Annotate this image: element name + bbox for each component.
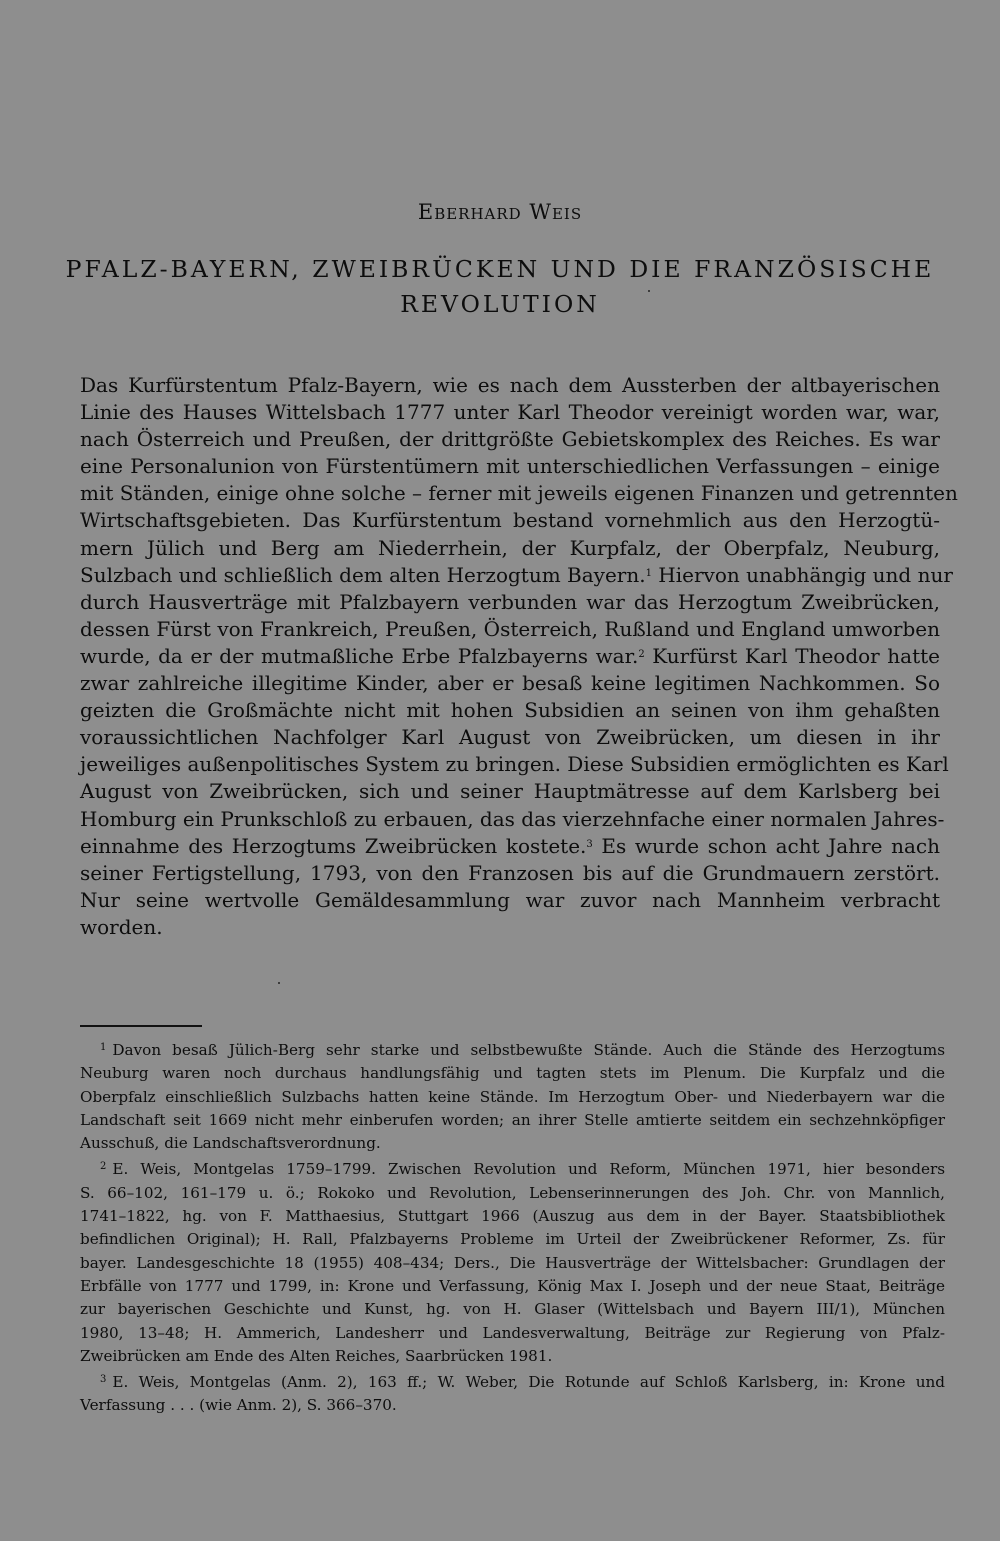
body-line: worden. (80, 914, 163, 939)
footnote-separator (80, 1025, 202, 1027)
body-line: Das Kurfürstentum Pfalz-Bayern, wie es nach dem Aussterben der altbayerischen (80, 373, 940, 397)
body-line: dessen Fürst von Frankreich, Preußen, Österreich, Rußland und England umworben (80, 616, 940, 641)
body-line: Linie des Hauses Wittelsbach 1777 unter Karl Theodor vereinigt worden war, war, (80, 400, 940, 425)
footnote-mark: 2 (100, 1161, 107, 1173)
footnote-mark: 3 (100, 1374, 107, 1386)
body-line: Homburg ein Prunkschloß zu erbauen, das das vierzehnfache einer normalen Jahres- (80, 806, 945, 831)
body-line-text: einnahme des Herzogtums Zweibrücken kostete. (80, 833, 587, 858)
footnote-ref-1: 1 (645, 567, 652, 579)
body-line (80, 562, 953, 589)
title-line-2: REVOLUTION (400, 290, 600, 318)
footnote-line: S. 66–102, 161–179 u. ö.; Rokoko und Revolution, Lebenserinnerungen des Joh. Chr. von Mannlich, (80, 1183, 945, 1202)
body-line (80, 833, 940, 860)
body-line: Wirtschaftsgebieten. Das Kurfürstentum bestand vornehmlich aus den Herzogtü- (80, 508, 940, 533)
footnote-line: 1980, 13–48; H. Ammerich, Landesherr und Landesverwaltung, Beiträge zur Regierung von Pfalz- (80, 1323, 945, 1342)
footnote-line: befindlichen Original); H. Rall, Pfalzbayerns Probleme im Urteil der Zweibrückener Reformer, Zs. für (80, 1230, 945, 1249)
footnote-line: Ausschuß, die Landschaftsverordnung. (80, 1134, 381, 1153)
footnote-line-text: E. Weis, Montgelas (Anm. 2), 163 ff.; W. Weber, Die Rotunde auf Schloß Karlsberg, in: Krone und (112, 1373, 945, 1392)
footnote-line: bayer. Landesgeschichte 18 (1955) 408–434; Ders., Die Hausverträge der Wittelsbacher: Grundlagen der (80, 1253, 945, 1272)
footnote-line: Oberpfalz einschließlich Sulzbachs hatten keine Stände. Im Herzogtum Ober- und Niederbayern war die (80, 1087, 945, 1106)
body-line: zwar zahlreiche illegitime Kinder, aber er besaß keine legitimen Nachkommen. So (80, 671, 940, 696)
body-line: nach Österreich und Preußen, der drittgrößte Gebietskomplex des Reiches. Es war (80, 427, 940, 452)
footnote-mark: 1 (100, 1042, 107, 1053)
body-line (80, 643, 940, 670)
scan-speck (278, 982, 280, 984)
footnote-line: Erbfälle von 1777 und 1799, in: Krone und Verfassung, König Max I. Joseph und der neue Staat, Beiträge (80, 1276, 945, 1295)
body-line-text: Hiervon unabhängig und nur (651, 562, 953, 587)
body-line: mit Ständen, einige ohne solche – ferner mit jeweils eigenen Finanzen und getrennten (80, 481, 958, 506)
body-line-text: Sulzbach und schließlich dem alten Herzogtum Bayern. (80, 562, 646, 587)
footnotes (80, 1036, 945, 1418)
footnote-2 (80, 1155, 945, 1368)
body-line-text: wurde, da er der mutmaßliche Erbe Pfalzbayerns war. (80, 643, 639, 668)
title-line-1: PFALZ-BAYERN, ZWEIBRÜCKEN UND DIE FRANZÖSISCHE (65, 255, 935, 283)
body-line: durch Hausverträge mit Pfalzbayern verbunden war das Herzogtum Zweibrücken, (80, 589, 940, 614)
body-line: geizten die Großmächte nicht mit hohen Subsidien an seinen von ihm gehaßten (80, 698, 940, 723)
footnote-line: Zweibrücken am Ende des Alten Reiches, Saarbrücken 1981. (80, 1346, 553, 1365)
footnote-line (80, 1155, 945, 1181)
footnote-line: Landschaft seit 1669 nicht mehr einberufen worden; an ihrer Stelle amtierte seitdem ein sechzehnköpfiger (80, 1110, 945, 1129)
footnote-line-text: E. Weis, Montgelas 1759–1799. Zwischen Revolution und Reform, München 1971, hier besonders (112, 1160, 945, 1179)
footnote-line: 1741–1822, hg. von F. Matthaesius, Stuttgart 1966 (Auszug aus dem in der Bayer. Staatsbibliothek (80, 1207, 945, 1226)
footnote-3 (80, 1368, 945, 1418)
footnote-line: Verfassung . . . (wie Anm. 2), S. 366–370. (80, 1396, 397, 1415)
body-line: jeweiliges außenpolitisches System zu bringen. Diese Subsidien ermöglichten es Karl (80, 752, 949, 777)
body-line: voraussichtlichen Nachfolger Karl August von Zweibrücken, um diesen in ihr (80, 725, 940, 750)
footnote-line (80, 1368, 945, 1394)
body-line: mern Jülich und Berg am Niederrhein, der Kurpfalz, der Oberpfalz, Neuburg, (80, 535, 940, 560)
footnote-line: zur bayerischen Geschichte und Kunst, hg. von H. Glaser (Wittelsbach und Bayern III/1), München (80, 1300, 945, 1319)
footnote-1 (80, 1036, 945, 1155)
body-line-text: Es wurde schon acht Jahre nach (592, 833, 941, 858)
body-line-text: Kurfürst Karl Theodor hatte (644, 643, 940, 668)
body-text (80, 372, 958, 941)
scan-speck (648, 290, 650, 292)
body-line: seiner Fertigstellung, 1793, von den Franzosen bis auf die Grundmauern zerstört. (80, 860, 940, 885)
author-name: Eberhard Weis (417, 200, 583, 224)
article-title (0, 252, 1000, 322)
footnote-ref-3: 3 (586, 838, 593, 850)
footnote-line (80, 1036, 945, 1062)
body-line: August von Zweibrücken, sich und seiner Hauptmätresse auf dem Karlsberg bei (80, 779, 940, 804)
body-line: Nur seine wertvolle Gemäldesammlung war zuvor nach Mannheim verbracht (80, 887, 940, 912)
footnote-line: Neuburg waren noch durchaus handlungsfähig und tagten stets im Plenum. Die Kurpfalz und die (80, 1064, 945, 1083)
body-line: eine Personalunion von Fürstentümern mit unterschiedlichen Verfassungen – einige (80, 454, 940, 479)
footnote-ref-2: 2 (638, 648, 645, 660)
footnote-line-text: Davon besaß Jülich-Berg sehr starke und selbstbewußte Stände. Auch die Stände des Herzogtums (112, 1041, 945, 1059)
